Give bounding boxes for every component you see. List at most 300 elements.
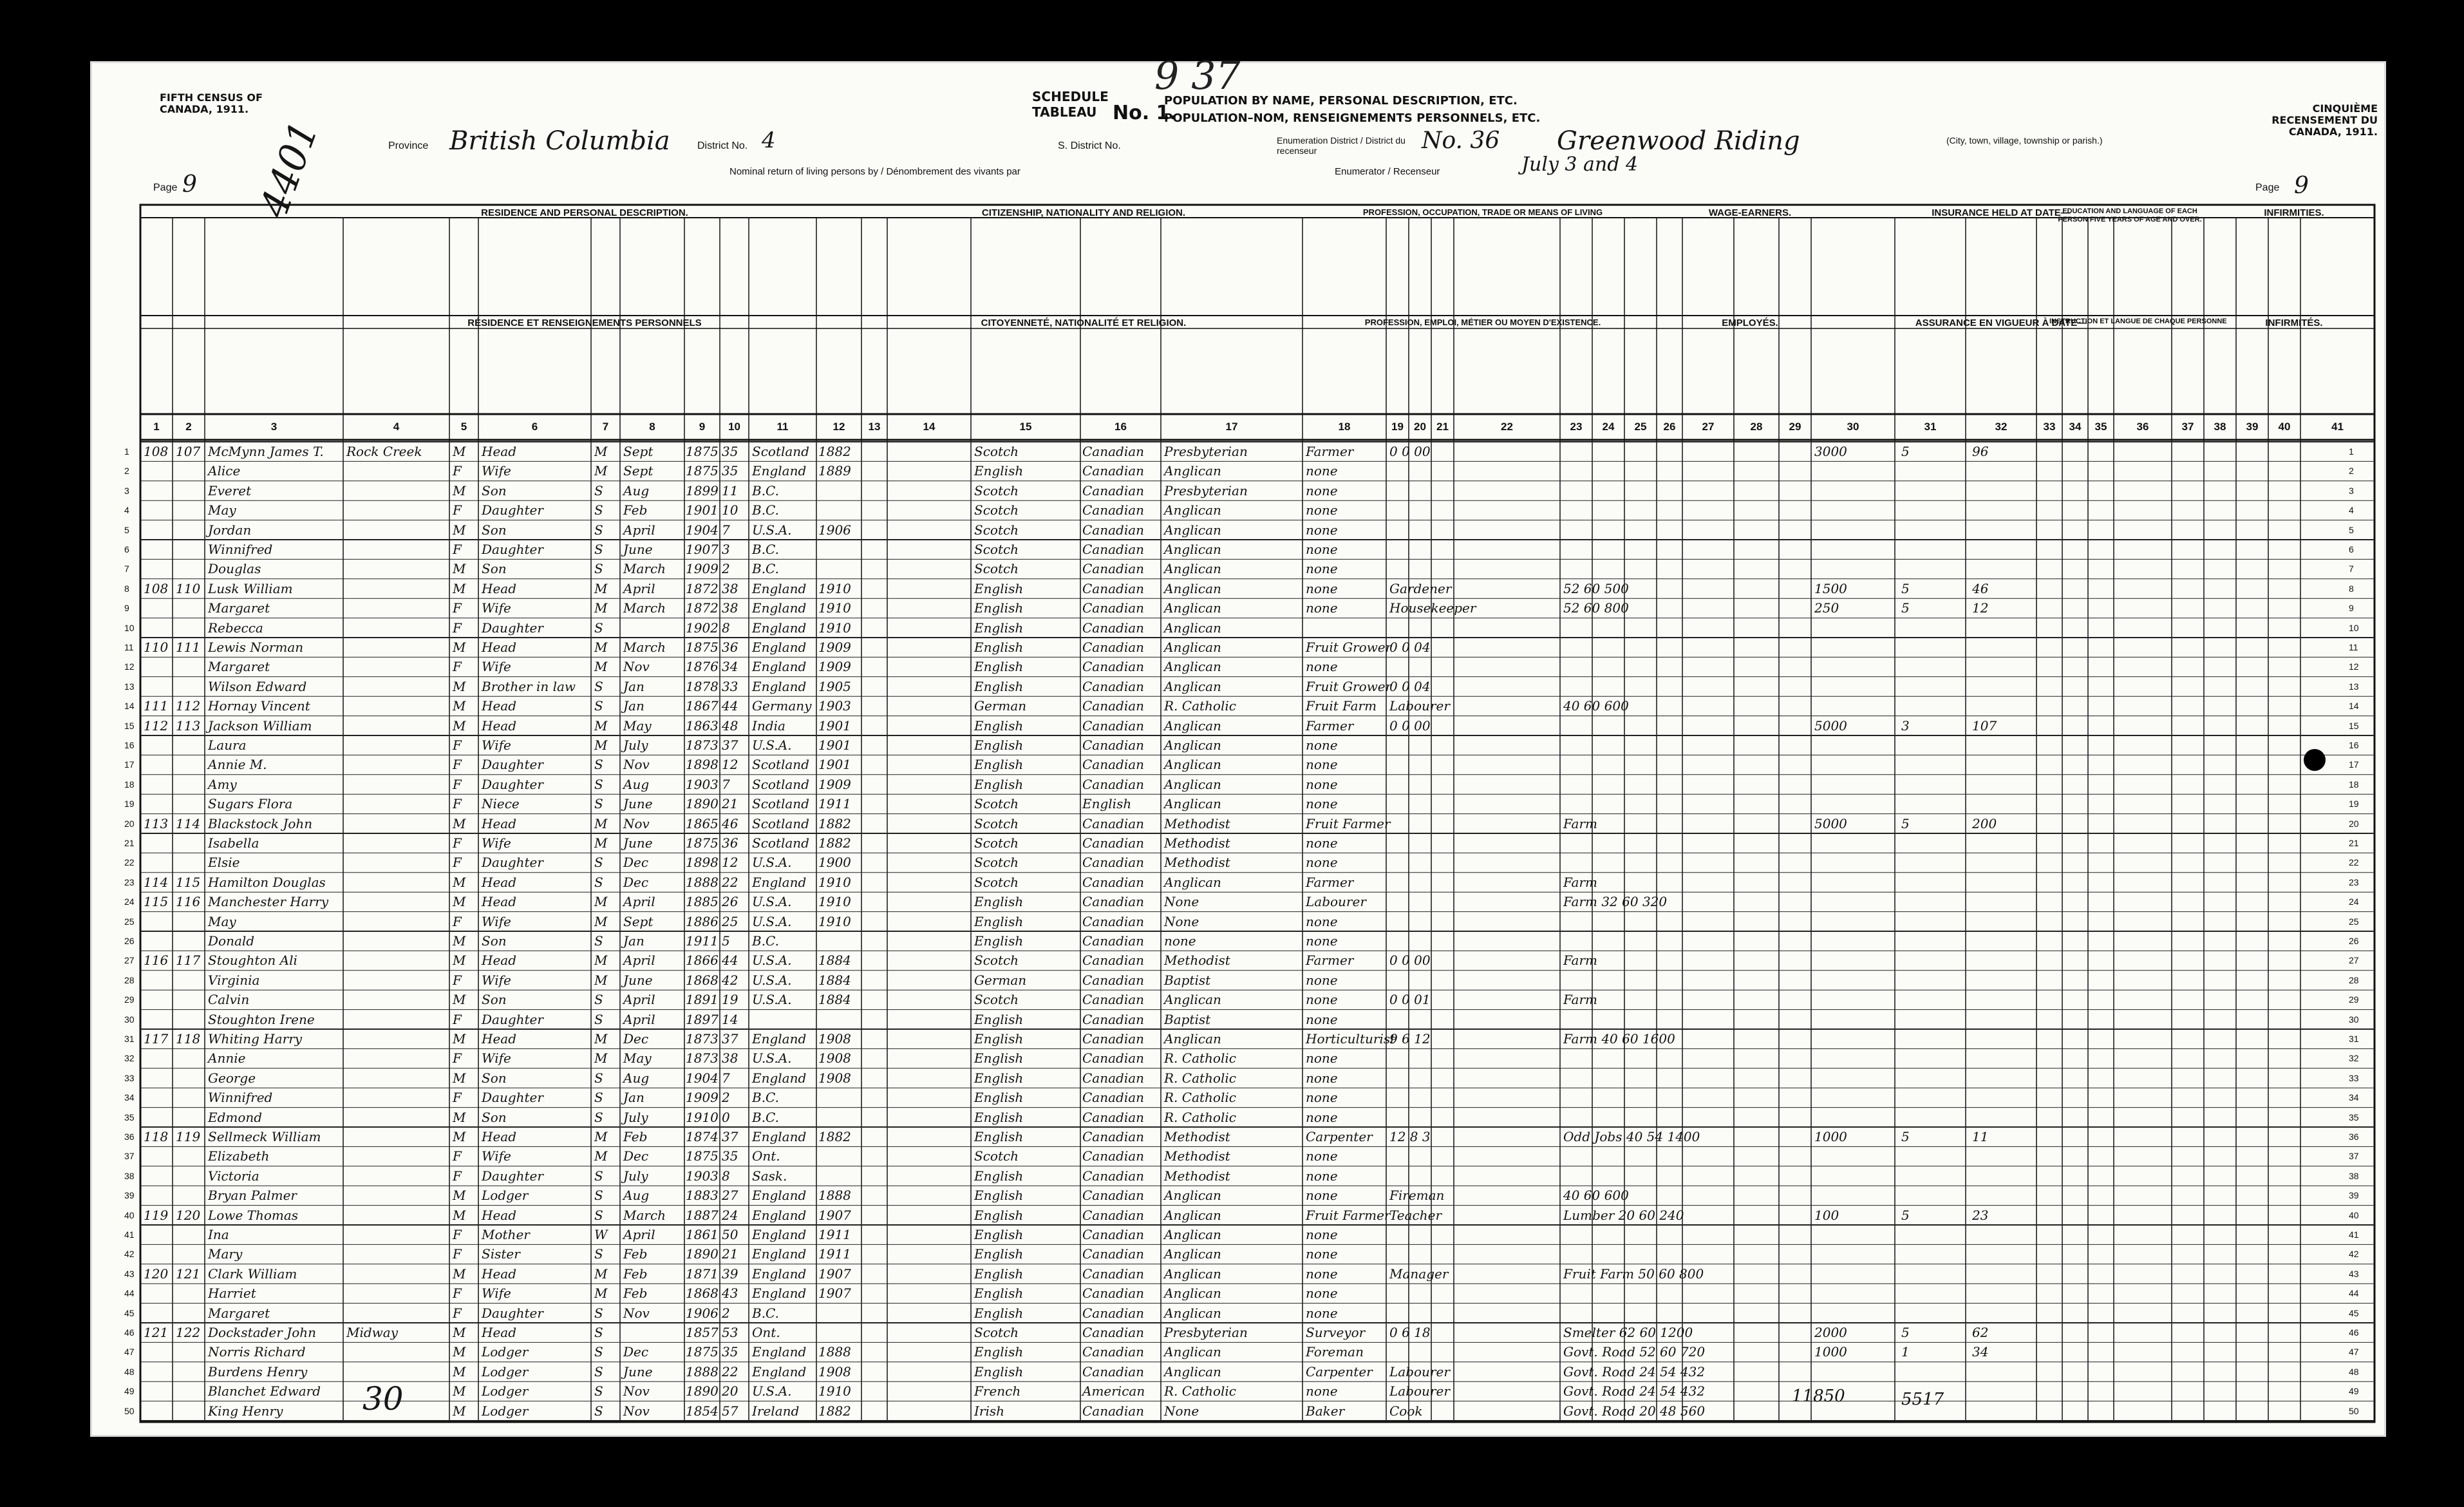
occupation: none xyxy=(1306,580,1338,596)
age: 8 xyxy=(722,620,730,636)
relation: Daughter xyxy=(482,1168,543,1184)
insurance-cost: 12 xyxy=(1972,600,1989,616)
occupation: none xyxy=(1306,1109,1338,1125)
line-number-right: 30 xyxy=(2349,1014,2359,1025)
census-row xyxy=(92,1265,2384,1282)
house-number: 121 xyxy=(144,1325,169,1340)
person-name: Virginia xyxy=(208,972,260,988)
column-number: 35 xyxy=(2094,421,2107,433)
religion: Anglican xyxy=(1164,620,1221,636)
immigration-year: 1882 xyxy=(818,444,851,459)
insurance-life: 3000 xyxy=(1814,444,1847,459)
religion: R. Catholic xyxy=(1164,1090,1236,1106)
line-number-left: 34 xyxy=(124,1092,135,1103)
person-name: Bryan Palmer xyxy=(208,1188,297,1204)
family-number: 111 xyxy=(176,640,201,655)
age: 37 xyxy=(722,1031,738,1047)
marital-status: M xyxy=(594,1050,608,1066)
birthplace: Scotland xyxy=(752,444,809,459)
immigration-year: 1910 xyxy=(818,620,851,636)
marital-status: S xyxy=(594,561,603,577)
census-row xyxy=(92,1363,2384,1380)
birth-month: July xyxy=(623,1109,648,1125)
religion: Anglican xyxy=(1164,1188,1221,1204)
occupation: Fruit Farmer xyxy=(1306,1207,1391,1223)
family-number: 112 xyxy=(176,698,201,714)
religion: Anglican xyxy=(1164,542,1221,557)
nationality: Canadian xyxy=(1082,953,1145,969)
birth-year: 1898 xyxy=(686,757,719,773)
birth-year: 1875 xyxy=(686,640,719,655)
line-number-left: 22 xyxy=(124,857,135,868)
person-name: Margaret xyxy=(208,600,270,616)
marital-status: M xyxy=(594,1031,608,1047)
religion: Anglican xyxy=(1164,1227,1221,1242)
marital-status: M xyxy=(594,972,608,988)
person-name: Blackstock John xyxy=(208,815,313,831)
age: 46 xyxy=(722,815,738,831)
racial-origin: English xyxy=(974,463,1024,479)
nationality: Canadian xyxy=(1082,522,1145,538)
sex: F xyxy=(453,1050,462,1066)
marital-status: S xyxy=(594,874,603,890)
racial-origin: Scotch xyxy=(974,444,1019,459)
marital-status: S xyxy=(594,855,603,871)
wages: Govt. Road 24 54 432 xyxy=(1563,1363,1706,1379)
schedule-title-en: POPULATION BY NAME, PERSONAL DESCRIPTION, ETC. xyxy=(1164,94,1518,108)
nationality: Canadian xyxy=(1082,1031,1145,1047)
census-row xyxy=(92,678,2384,695)
census-row xyxy=(92,1246,2384,1262)
sex: F xyxy=(453,659,462,675)
census-row xyxy=(92,580,2384,597)
line-number-right: 50 xyxy=(2349,1405,2359,1416)
sex: F xyxy=(453,1285,462,1302)
racial-origin: English xyxy=(974,1070,1024,1086)
racial-origin: English xyxy=(974,1050,1024,1066)
person-name: Hamilton Douglas xyxy=(208,874,326,890)
birth-year: 1868 xyxy=(686,972,719,988)
nationality: Canadian xyxy=(1082,1227,1145,1242)
marital-status: S xyxy=(594,796,603,812)
birthplace: B.C. xyxy=(752,542,780,557)
birth-year: 1897 xyxy=(686,1011,719,1027)
sex: M xyxy=(453,1344,466,1360)
age: 37 xyxy=(722,1129,738,1144)
occupation: Surveyor xyxy=(1306,1325,1366,1340)
immigration-year: 1882 xyxy=(818,815,851,831)
line-number-left: 36 xyxy=(124,1132,135,1142)
nationality: Canadian xyxy=(1082,1285,1145,1302)
house-number: 108 xyxy=(144,444,169,459)
census-row xyxy=(92,1070,2384,1086)
occupation: none xyxy=(1306,855,1338,871)
marital-status: M xyxy=(594,913,608,929)
line-number-right: 26 xyxy=(2349,936,2359,946)
line-number-right: 32 xyxy=(2349,1053,2359,1064)
line-number-right: 13 xyxy=(2349,681,2359,692)
religion: Anglican xyxy=(1164,1031,1221,1047)
immigration-year: 1901 xyxy=(818,737,851,753)
family-number: 115 xyxy=(176,874,201,890)
religion: Baptist xyxy=(1164,1011,1211,1027)
column-number: 17 xyxy=(1225,421,1238,433)
birth-year: 1911 xyxy=(686,933,719,949)
person-name: Blanchet Edward xyxy=(208,1383,321,1399)
census-row xyxy=(92,1305,2384,1322)
insurance-cost: 34 xyxy=(1972,1344,1989,1360)
age: 36 xyxy=(722,835,738,851)
birth-month: Feb xyxy=(623,1129,648,1144)
wages: Farm xyxy=(1563,874,1597,890)
racial-origin: Scotch xyxy=(974,561,1019,577)
relation: Head xyxy=(482,580,517,596)
birth-year: 1868 xyxy=(686,1285,719,1302)
racial-origin: English xyxy=(974,776,1024,792)
sex: F xyxy=(453,835,462,851)
age: 0 xyxy=(722,1109,730,1125)
line-number-left: 35 xyxy=(124,1112,135,1123)
line-number-left: 6 xyxy=(124,544,129,554)
birthplace: England xyxy=(752,1265,807,1282)
occupation: Baker xyxy=(1306,1403,1345,1419)
racial-origin: English xyxy=(974,1227,1024,1242)
line-number-right: 23 xyxy=(2349,877,2359,887)
relation: Daughter xyxy=(482,1090,543,1106)
birth-month: June xyxy=(623,542,653,557)
marital-status: M xyxy=(594,1265,608,1282)
religion: None xyxy=(1164,913,1199,929)
birth-year: 1875 xyxy=(686,1148,719,1164)
person-name: Amy xyxy=(208,776,237,792)
line-number-left: 18 xyxy=(124,779,135,790)
person-name: Harriet xyxy=(208,1285,256,1302)
immigration-year: 1884 xyxy=(818,972,851,988)
nationality: American xyxy=(1082,1383,1145,1399)
birth-year: 1873 xyxy=(686,1031,719,1047)
birth-month: July xyxy=(623,1168,648,1184)
birth-year: 1873 xyxy=(686,1050,719,1066)
family-number: 117 xyxy=(176,953,201,969)
relation: Head xyxy=(482,1325,517,1340)
sex: M xyxy=(453,894,466,910)
religion: Anglican xyxy=(1164,1285,1221,1302)
column-number: 7 xyxy=(602,421,609,433)
occupation: none xyxy=(1306,502,1338,518)
birthplace: Scotland xyxy=(752,815,809,831)
birthplace: U.S.A. xyxy=(752,894,792,910)
birth-year: 1904 xyxy=(686,522,719,538)
sex: F xyxy=(453,737,462,753)
sex: F xyxy=(453,600,462,616)
marital-status: M xyxy=(594,580,608,596)
birth-year: 1863 xyxy=(686,717,719,734)
marital-status: M xyxy=(594,953,608,969)
employment: Labourer xyxy=(1389,1363,1450,1379)
section-infirmities-fr: INFIRMITÉS. xyxy=(2265,318,2323,328)
census-row xyxy=(92,737,2384,754)
column-number: 21 xyxy=(1436,421,1449,433)
nationality: Canadian xyxy=(1082,620,1145,636)
age: 48 xyxy=(722,717,738,734)
racial-origin: French xyxy=(974,1383,1021,1399)
employment: Fireman xyxy=(1389,1188,1445,1204)
birth-month: Nov xyxy=(623,815,650,831)
age: 2 xyxy=(722,1305,730,1321)
birthplace: Scotland xyxy=(752,835,809,851)
relation: Head xyxy=(482,874,517,890)
racial-origin: English xyxy=(974,913,1024,929)
page-value-left: 9 xyxy=(182,171,197,198)
immigration-year: 1910 xyxy=(818,874,851,890)
wages: 52 60 800 xyxy=(1563,600,1629,616)
age: 19 xyxy=(722,992,738,1008)
line-number-left: 17 xyxy=(124,759,135,770)
birth-year: 1903 xyxy=(686,776,719,792)
person-name: Whiting Harry xyxy=(208,1031,303,1047)
column-number: 39 xyxy=(2246,421,2259,433)
immigration-year: 1911 xyxy=(818,1227,851,1242)
section-insurance-fr: ASSURANCE EN VIGUEUR À DATE— xyxy=(1915,318,2087,328)
birth-month: April xyxy=(623,1011,655,1027)
birth-year: 1899 xyxy=(686,482,719,498)
occupation: none xyxy=(1306,1246,1338,1262)
house-number: 111 xyxy=(144,698,169,714)
line-number-left: 31 xyxy=(124,1034,135,1044)
person-name: Winnifred xyxy=(208,542,273,557)
sex: M xyxy=(453,580,466,596)
relation: Lodger xyxy=(482,1403,529,1419)
nationality: Canadian xyxy=(1082,482,1145,498)
occupation: none xyxy=(1306,463,1338,479)
birth-month: June xyxy=(623,972,653,988)
family-number: 120 xyxy=(176,1207,201,1223)
age: 22 xyxy=(722,874,738,890)
age: 7 xyxy=(722,522,730,538)
line-number-right: 45 xyxy=(2349,1307,2359,1318)
house-number: 108 xyxy=(144,580,169,596)
sex: F xyxy=(453,1090,462,1106)
person-name: Sugars Flora xyxy=(208,796,293,812)
relation: Daughter xyxy=(482,620,543,636)
racial-origin: Scotch xyxy=(974,502,1019,518)
line-number-right: 25 xyxy=(2349,916,2359,927)
birth-year: 1902 xyxy=(686,620,719,636)
column-number: 3 xyxy=(270,421,277,433)
birthplace: B.C. xyxy=(752,1109,780,1125)
sex: M xyxy=(453,444,466,459)
page-label-right: Page xyxy=(2255,182,2280,193)
wages: 40 60 600 xyxy=(1563,698,1629,714)
person-name: Lusk William xyxy=(208,580,293,596)
person-name: May xyxy=(208,913,236,929)
relation: Lodger xyxy=(482,1344,529,1360)
religion: R. Catholic xyxy=(1164,698,1236,714)
racial-origin: English xyxy=(974,1011,1024,1027)
house-number: 112 xyxy=(144,717,169,734)
nationality: Canadian xyxy=(1082,1265,1145,1282)
birth-year: 1873 xyxy=(686,737,719,753)
age: 3 xyxy=(722,542,730,557)
column-number: 38 xyxy=(2214,421,2226,433)
birth-month: June xyxy=(623,1363,653,1379)
house-number: 117 xyxy=(144,1031,169,1047)
family-number: 122 xyxy=(176,1325,201,1340)
line-number-left: 5 xyxy=(124,524,129,535)
immigration-year: 1909 xyxy=(818,776,851,792)
section-profession-en: PROFESSION, OCCUPATION, TRADE OR MEANS OF LIVING xyxy=(1362,207,1603,217)
line-number-left: 37 xyxy=(124,1151,135,1162)
person-name: Ina xyxy=(208,1227,229,1242)
relation: Daughter xyxy=(482,776,543,792)
person-name: May xyxy=(208,502,236,518)
insurance-cost: 23 xyxy=(1972,1207,1989,1223)
line-number-left: 26 xyxy=(124,936,135,946)
occupation: none xyxy=(1306,1148,1338,1164)
sex: F xyxy=(453,1168,462,1184)
religion: Anglican xyxy=(1164,757,1221,773)
line-number-right: 40 xyxy=(2349,1209,2359,1220)
racial-origin: Scotch xyxy=(974,992,1019,1008)
column-number: 5 xyxy=(460,421,467,433)
line-number-right: 11 xyxy=(2349,642,2358,652)
nationality: Canadian xyxy=(1082,1246,1145,1262)
nationality: Canadian xyxy=(1082,1325,1145,1340)
religion: R. Catholic xyxy=(1164,1070,1236,1086)
person-name: Annie xyxy=(208,1050,246,1066)
nationality: Canadian xyxy=(1082,542,1145,557)
house-number: 110 xyxy=(144,640,169,655)
birth-month: May xyxy=(623,717,652,734)
house-number: 115 xyxy=(144,894,169,910)
column-number: 2 xyxy=(185,421,192,433)
census-row xyxy=(92,972,2384,989)
age: 35 xyxy=(722,463,738,479)
census-row xyxy=(92,1030,2384,1047)
person-name: Victoria xyxy=(208,1168,259,1184)
line-number-right: 48 xyxy=(2349,1366,2359,1377)
relation: Lodger xyxy=(482,1188,529,1204)
column-number: 23 xyxy=(1570,421,1583,433)
family-number: 121 xyxy=(176,1265,201,1282)
wages: Farm xyxy=(1563,953,1597,969)
wages: 52 60 500 xyxy=(1563,580,1629,596)
house-number: 118 xyxy=(144,1129,169,1144)
birth-year: 1898 xyxy=(686,855,719,871)
birth-month: May xyxy=(623,1050,652,1066)
line-number-right: 24 xyxy=(2349,896,2359,907)
person-name: Alice xyxy=(208,463,241,479)
line-number-left: 50 xyxy=(124,1405,135,1416)
marital-status: S xyxy=(594,698,603,714)
sex: M xyxy=(453,953,466,969)
immigration-year: 1910 xyxy=(818,913,851,929)
occupation: none xyxy=(1306,1227,1338,1242)
employment: 0 0 00 xyxy=(1389,717,1431,734)
age: 35 xyxy=(722,1148,738,1164)
sex: M xyxy=(453,1325,466,1340)
census-row xyxy=(92,522,2384,538)
sex: F xyxy=(453,1227,462,1242)
immigration-year: 1909 xyxy=(818,659,851,675)
sex: M xyxy=(453,933,466,949)
employment: Gardener xyxy=(1389,580,1452,596)
sex: M xyxy=(453,640,466,655)
line-number-right: 34 xyxy=(2349,1092,2359,1103)
birth-month: March xyxy=(623,561,666,577)
religion: Anglican xyxy=(1164,678,1221,694)
column-number: 24 xyxy=(1602,421,1615,433)
age: 8 xyxy=(722,1168,730,1184)
line-number-left: 47 xyxy=(124,1347,135,1358)
birth-year: 1883 xyxy=(686,1188,719,1204)
birthplace: England xyxy=(752,1207,807,1223)
employment: Housekeeper xyxy=(1389,600,1476,616)
birthplace: Scotland xyxy=(752,796,809,812)
birthplace: U.S.A. xyxy=(752,737,792,753)
birthplace: England xyxy=(752,1246,807,1262)
wages: Odd Jobs 40 54 1400 xyxy=(1563,1129,1700,1144)
birthplace: B.C. xyxy=(752,502,780,518)
employment: 0 0 04 xyxy=(1389,640,1431,655)
enum-place: Greenwood Riding xyxy=(1557,126,1800,156)
person-name: Jordan xyxy=(208,522,252,538)
occupation: Farmer xyxy=(1306,717,1354,734)
enum-district-label: Enumeration District / District du recenseur xyxy=(1277,135,1406,156)
birth-year: 1909 xyxy=(686,561,719,577)
nationality: Canadian xyxy=(1082,1207,1145,1223)
religion: Methodist xyxy=(1164,835,1230,851)
employment: 12 8 3 xyxy=(1389,1129,1431,1144)
insurance-cost: 62 xyxy=(1972,1325,1989,1340)
enum-number: No. 36 xyxy=(1422,128,1500,154)
line-number-right: 35 xyxy=(2349,1112,2359,1123)
racial-origin: English xyxy=(974,1344,1024,1360)
employment: 0 0 00 xyxy=(1389,444,1431,459)
person-name: Annie M. xyxy=(208,757,267,773)
birth-year: 1875 xyxy=(686,835,719,851)
birthplace: Ont. xyxy=(752,1325,780,1340)
marital-status: S xyxy=(594,542,603,557)
birth-year: 1876 xyxy=(686,659,719,675)
occupation: none xyxy=(1306,542,1338,557)
birthplace: U.S.A. xyxy=(752,953,792,969)
person-name: Burdens Henry xyxy=(208,1363,308,1379)
birth-year: 1909 xyxy=(686,1090,719,1106)
column-number: 6 xyxy=(531,421,538,433)
line-number-right: 22 xyxy=(2349,857,2359,868)
column-number: 14 xyxy=(923,421,936,433)
relation: Wife xyxy=(482,600,511,616)
age: 50 xyxy=(722,1227,738,1242)
sex: M xyxy=(453,1207,466,1223)
person-name: George xyxy=(208,1070,256,1086)
census-row xyxy=(92,1148,2384,1164)
age: 36 xyxy=(722,640,738,655)
age: 38 xyxy=(722,600,738,616)
census-row xyxy=(92,1324,2384,1341)
person-name: Sellmeck William xyxy=(208,1129,321,1144)
marital-status: S xyxy=(594,757,603,773)
religion: Anglican xyxy=(1164,580,1221,596)
nationality: Canadian xyxy=(1082,894,1145,910)
birth-year: 1871 xyxy=(686,1265,719,1282)
immigration-year: 1909 xyxy=(818,640,851,655)
nationality: Canadian xyxy=(1082,757,1145,773)
marital-status: M xyxy=(594,659,608,675)
birth-month: Jan xyxy=(623,698,644,714)
line-number-left: 25 xyxy=(124,916,135,927)
